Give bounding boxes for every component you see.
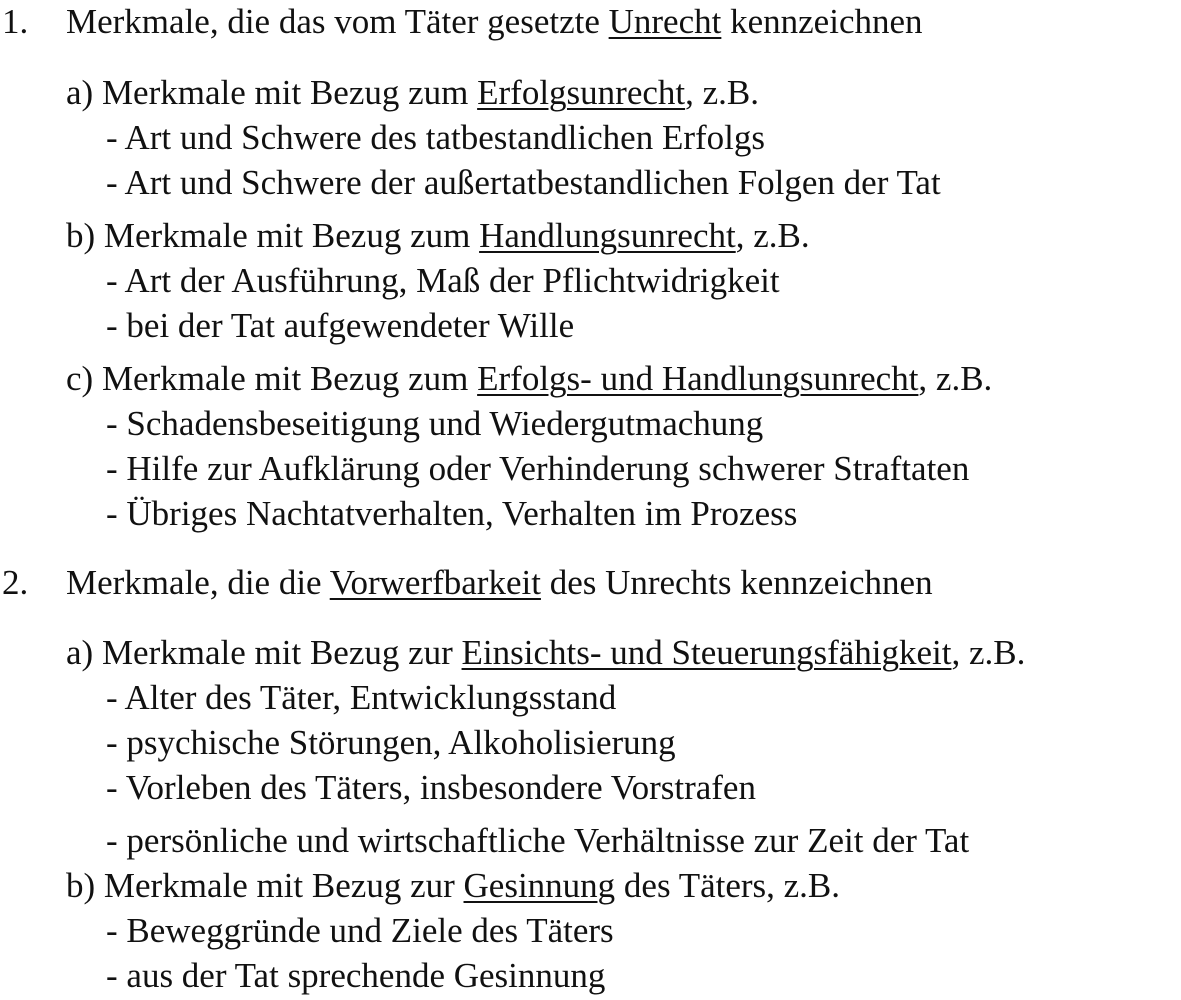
subsection-term: Einsichts- und Steuerungsfähigkeit (461, 633, 952, 672)
list-item: - Art der Ausführung, Maß der Pflichtwidrigkeit (106, 261, 780, 300)
subsection-text: , z.B. (685, 73, 759, 112)
subsection-text: a) Merkmale mit Bezug zum (66, 73, 478, 112)
list-item: - Beweggründe und Ziele des Täters (106, 911, 614, 950)
list-item: - persönliche und wirtschaftliche Verhältnisse zur Zeit der Tat (106, 821, 970, 860)
section-heading (66, 563, 933, 603)
list-item: - Art und Schwere der außertatbestandlichen Folgen der Tat (106, 163, 941, 202)
subsection-heading (66, 73, 759, 113)
heading-term: Unrecht (608, 2, 722, 41)
subsection-heading (66, 866, 840, 906)
section-heading (66, 2, 923, 42)
subsection-text: c) Merkmale mit Bezug zum (66, 359, 478, 398)
list-item: - Hilfe zur Aufklärung oder Verhinderung schwerer Straftaten (106, 449, 970, 488)
heading-text: Merkmale, die die (66, 563, 330, 602)
subsection-term: Handlungsunrecht (479, 216, 736, 255)
subsection-text: des Täters, z.B. (615, 866, 841, 905)
list-item: - Übriges Nachtatverhalten, Verhalten im Prozess (106, 494, 798, 533)
subsection-term: Erfolgsunrecht (477, 73, 686, 112)
subsection-text: a) Merkmale mit Bezug zur (66, 633, 462, 672)
subsection-term: Gesinnung (463, 866, 616, 905)
subsection-text: , z.B. (951, 633, 1026, 672)
list-item: - aus der Tat sprechende Gesinnung (106, 956, 606, 995)
subsection-text: , z.B. (735, 216, 810, 255)
section-number: 1. (2, 2, 29, 41)
list-item: - bei der Tat aufgewendeter Wille (106, 306, 575, 345)
list-item: - Alter des Täter, Entwicklungsstand (106, 678, 617, 717)
subsection-text: b) Merkmale mit Bezug zur (66, 866, 464, 905)
heading-text: kennzeichnen (721, 2, 923, 41)
section-number: 2. (2, 563, 29, 602)
list-item: - psychische Störungen, Alkoholisierung (106, 723, 676, 762)
subsection-heading (66, 359, 992, 399)
subsection-term: Erfolgs- und Handlungsunrecht (477, 359, 919, 398)
heading-term: Vorwerfbarkeit (329, 563, 541, 602)
subsection-heading (66, 633, 1025, 673)
subsection-heading (66, 216, 810, 256)
subsection-text: b) Merkmale mit Bezug zum (66, 216, 480, 255)
subsection-text: , z.B. (918, 359, 993, 398)
heading-text: des Unrechts kennzeichnen (540, 563, 933, 602)
list-item: - Schadensbeseitigung und Wiedergutmachung (106, 404, 764, 443)
list-item: - Art und Schwere des tatbestandlichen Erfolgs (106, 118, 765, 157)
heading-text: Merkmale, die das vom Täter gesetzte (66, 2, 609, 41)
list-item: - Vorleben des Täters, insbesondere Vorstrafen (106, 768, 756, 807)
